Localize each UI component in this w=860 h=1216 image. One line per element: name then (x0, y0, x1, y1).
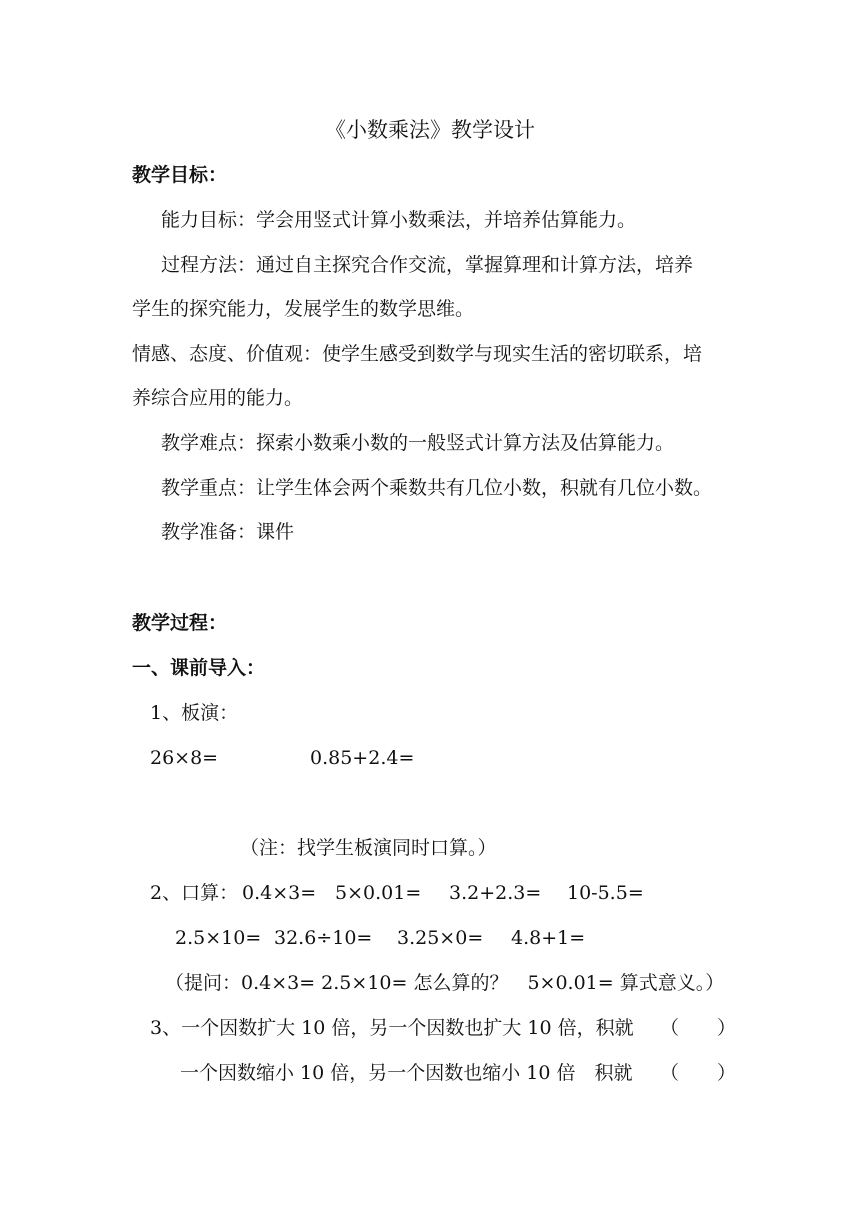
process-method-line2: 学生的探究能力，发展学生的数学思维。 (132, 298, 475, 320)
answer-blank: （ ） (660, 1062, 737, 1084)
item1-label: 1、板演： (150, 702, 239, 724)
process-method-line1: 过程方法：通过自主探究合作交流，掌握算理和计算方法，培养 (161, 254, 694, 276)
section1-heading: 一、课前导入： (132, 657, 266, 679)
goals-heading: 教学目标： (132, 164, 228, 186)
question-note: （提问：0.4×3= 2.5×10= 怎么算的？ 5×0.01= 算式意义。） (165, 972, 725, 994)
mental-math-expression: 3.25×0= (397, 927, 484, 949)
emotion-line1: 情感、态度、价值观：使学生感受到数学与现实生活的密切联系，培 (132, 343, 703, 365)
note-text: （注：找学生板演同时口算。） (240, 837, 497, 859)
item3-line2: 一个因数缩小 10 倍，另一个因数也缩小 10 倍 积就 (180, 1062, 633, 1084)
item2-label: 2、口算： (150, 882, 239, 904)
process-heading: 教学过程： (132, 612, 228, 634)
answer-blank: （ ） (660, 1017, 737, 1039)
mental-math-expression: 32.6÷10= (274, 927, 373, 949)
mental-math-expression: 2.5×10= (175, 927, 262, 949)
ability-goal: 能力目标：学会用竖式计算小数乘法，并培养估算能力。 (161, 209, 637, 231)
mental-math-expression: 5×0.01= (335, 882, 422, 904)
mental-math-expression: 0.4×3= (242, 882, 317, 904)
item1-expression-2: 0.85+2.4= (310, 747, 415, 769)
mental-math-expression: 10-5.5= (567, 882, 644, 904)
mental-math-expression: 3.2+2.3= (449, 882, 542, 904)
teaching-key-point: 教学重点：让学生体会两个乘数共有几位小数，积就有几位小数。 (161, 477, 713, 499)
page-title: 《小数乘法》教学设计 (325, 118, 535, 142)
emotion-line2: 养综合应用的能力。 (132, 387, 304, 409)
item1-expression-1: 26×8= (150, 747, 219, 769)
teaching-preparation: 教学准备：课件 (161, 521, 295, 543)
item3-line1: 3、一个因数扩大 10 倍，另一个因数也扩大 10 倍，积就 (150, 1017, 634, 1039)
mental-math-expression: 4.8+1= (511, 927, 586, 949)
teaching-difficulty: 教学难点：探索小数乘小数的一般竖式计算方法及估算能力。 (161, 432, 675, 454)
